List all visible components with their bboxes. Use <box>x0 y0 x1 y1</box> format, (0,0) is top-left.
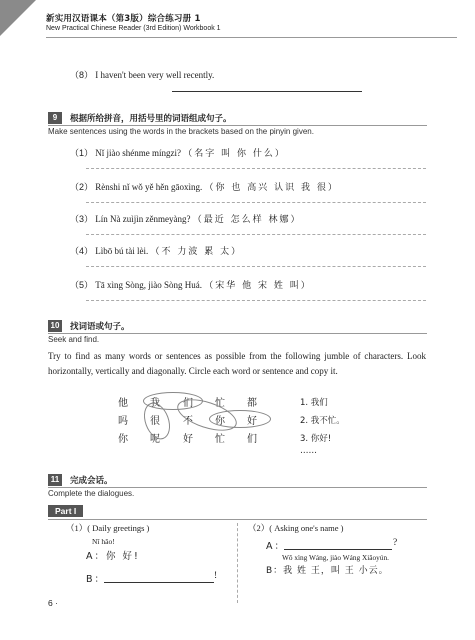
dialogue-1-answer-line[interactable] <box>104 582 214 583</box>
section-10-number: 10 <box>48 320 62 332</box>
dialogue-2-answer-line[interactable] <box>284 549 392 550</box>
section-11-subtitle: Complete the dialogues. <box>48 489 135 498</box>
item-9-3-pinyin: Lín Nà zuìjìn zěnmeyàng? <box>95 214 191 224</box>
item-9-2-pinyin: Rènshi nǐ wǒ yě hěn gāoxìng. <box>95 182 203 192</box>
dialogue-2-question-mark: ? <box>393 538 398 548</box>
item-9-2 <box>70 180 339 193</box>
item-9-1-words: （名字 叫 你 什么） <box>183 149 286 159</box>
grid-cell[interactable]: 很 <box>150 416 160 427</box>
grid-cell[interactable]: 我 <box>150 398 160 409</box>
grid-cell[interactable]: 他 <box>118 398 128 409</box>
answer-line-9-2[interactable] <box>86 202 426 203</box>
item-8-number: （8） <box>70 70 94 80</box>
item-9-4-pinyin: Lìbō bú tài lèi. <box>95 246 149 256</box>
item-8-text: I haven't been very well recently. <box>95 70 215 80</box>
part-1-label: Part I <box>48 505 83 517</box>
grid-cell[interactable]: 好 <box>247 416 257 427</box>
dialogue-1-speaker-b: B： <box>86 574 107 585</box>
dialogue-2-pinyin: Wǒ xìng Wáng, jiào Wáng Xiǎoyún. <box>282 553 389 562</box>
item-8 <box>70 68 214 81</box>
section-10-instruction: Try to find as many words or sentences as possible from the following jumble of characters. Look horizontally, vertically and diagonally. Circle each word or sentence and copy it. <box>48 351 426 376</box>
item-9-3-words: （最近 怎么样 林娜） <box>192 215 302 225</box>
grid-cell[interactable]: 你 <box>118 434 128 445</box>
section-10-title: 找词语或句子。 <box>70 322 130 332</box>
dialogue-1-pinyin: Nǐ hǎo! <box>92 537 115 546</box>
item-9-4-words: （不 力波 累 太） <box>150 247 243 257</box>
item-9-2-number: （2） <box>70 182 94 192</box>
grid-cell[interactable]: 吗 <box>118 416 128 427</box>
answer-line-9-4[interactable] <box>86 266 426 267</box>
item-9-3 <box>70 212 301 225</box>
dialogue-1-line-a: A：你 好! <box>86 551 140 562</box>
section-9-rule <box>48 125 427 126</box>
dialogue-divider <box>237 523 238 603</box>
item-9-5 <box>70 278 312 291</box>
item-9-5-number: （5） <box>70 280 94 290</box>
answer-example-3: 3. 你好! <box>300 434 332 444</box>
dialogue-1-end-mark: ! <box>214 571 218 581</box>
item-9-1 <box>70 146 286 159</box>
answer-line-9-1[interactable] <box>86 168 426 169</box>
dialogue-2-title: （2）( Asking one's name ) <box>248 523 344 533</box>
item-9-5-pinyin: Tā xìng Sòng, jiào Sòng Huá. <box>95 280 203 290</box>
section-10-rule <box>48 333 427 334</box>
section-10-subtitle: Seek and find. <box>48 335 100 344</box>
part-1-rule <box>48 519 427 520</box>
answer-line-9-5[interactable] <box>86 300 426 301</box>
answer-line-9-3[interactable] <box>86 234 426 235</box>
section-9-title: 根据所给拼音，用括号里的词语组成句子。 <box>70 114 232 124</box>
header-title-en: New Practical Chinese Reader (3rd Edition) Workbook 1 <box>46 25 221 32</box>
item-9-2-words: （你 也 高兴 认识 我 很） <box>204 183 339 193</box>
header-title-zh: 新实用汉语课本（第3版）综合练习册 1 <box>46 14 201 24</box>
header-divider <box>46 37 457 38</box>
dialogue-2-line-b: B：我 姓 王，叫 王 小云。 <box>266 566 389 576</box>
item-9-5-words: （宋华 他 宋 姓 叫） <box>204 281 312 291</box>
item-9-1-number: （1） <box>70 148 94 158</box>
section-9-subtitle: Make sentences using the words in the brackets based on the pinyin given. <box>48 127 314 136</box>
page-number: 6 · <box>48 598 58 608</box>
answer-example-1: 1. 我们 <box>300 398 328 408</box>
item-9-4 <box>70 244 242 257</box>
section-11-title: 完成会话。 <box>70 476 113 486</box>
answer-ellipsis: …… <box>300 446 317 456</box>
answer-example-2: 2. 我不忙。 <box>300 416 345 426</box>
grid-cell[interactable]: 们 <box>247 434 257 445</box>
grid-cell[interactable]: 们 <box>183 398 193 409</box>
item-9-1-pinyin: Nǐ jiào shénme míngzi? <box>95 148 181 158</box>
answer-line-8[interactable] <box>172 91 362 92</box>
section-11-number: 11 <box>48 474 62 486</box>
section-11-rule <box>48 487 427 488</box>
item-9-3-number: （3） <box>70 214 94 224</box>
item-9-4-number: （4） <box>70 246 94 256</box>
dialogue-2-speaker-a: A： <box>266 541 286 552</box>
grid-cell[interactable]: 忙 <box>215 434 225 445</box>
grid-cell[interactable]: 你 <box>215 416 225 427</box>
page-header <box>46 12 221 32</box>
grid-cell[interactable]: 呢 <box>150 434 160 445</box>
header-corner-triangle <box>0 0 36 36</box>
dialogue-1-title: （1）( Daily greetings ) <box>66 523 150 533</box>
section-9-number: 9 <box>48 112 62 124</box>
grid-cell[interactable]: 忙 <box>215 398 225 409</box>
grid-cell[interactable]: 好 <box>183 434 193 445</box>
grid-cell[interactable]: 不 <box>183 416 193 427</box>
grid-cell[interactable]: 都 <box>247 398 257 409</box>
